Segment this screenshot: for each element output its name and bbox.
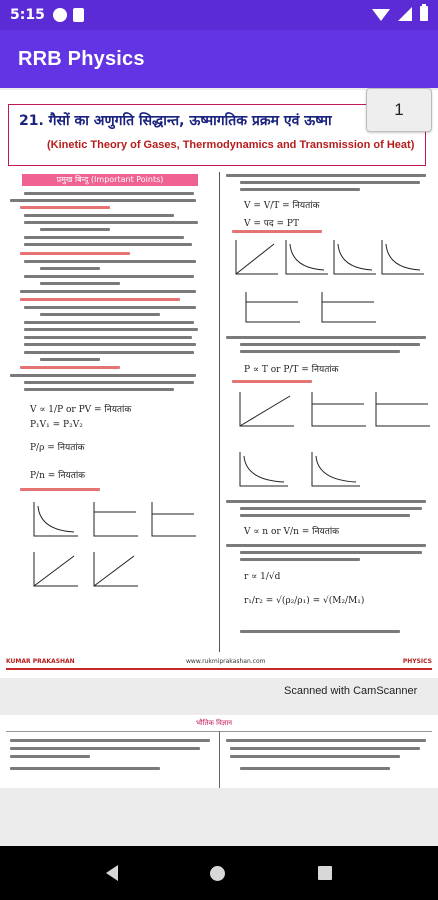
graph-pt-flat (308, 390, 368, 430)
text-line (24, 336, 192, 339)
notification-icon (53, 8, 67, 22)
formula-7: P ∝ T or P/T = नियतांक (244, 365, 339, 375)
graph-v-inv (378, 238, 426, 278)
wifi-icon (372, 9, 390, 21)
formula-9: r ∝ 1/√d (244, 572, 281, 582)
text-line (232, 230, 322, 233)
section-heading-label: प्रमुख बिन्दु (Important Points) (56, 175, 164, 184)
text-line (10, 767, 160, 770)
text-line (40, 267, 100, 270)
graph-pv-inv-p (90, 550, 140, 590)
text-line (240, 181, 420, 184)
text-line (40, 282, 120, 285)
text-line (24, 343, 196, 346)
page2-column-divider (219, 731, 220, 788)
graph-pv-hyperbola (30, 500, 80, 540)
text-line (24, 236, 184, 239)
text-line (10, 199, 196, 202)
graph-p-inv-v (30, 550, 80, 590)
text-line (226, 544, 426, 547)
text-line (24, 275, 194, 278)
text-line (20, 206, 110, 209)
back-icon[interactable] (106, 865, 118, 881)
text-line (24, 214, 174, 217)
text-line (10, 755, 90, 758)
chapter-subtitle: (Kinetic Theory of Gases, Thermodynamics and Transmission of Heat) (47, 139, 415, 151)
text-line (226, 336, 426, 339)
text-line (24, 321, 194, 324)
chapter-header (8, 104, 426, 166)
text-line (24, 260, 196, 263)
text-line (20, 298, 180, 301)
text-line (226, 174, 426, 177)
battery-icon (420, 6, 428, 21)
page2-heading: भौतिक विज्ञान (196, 719, 233, 727)
section-heading (22, 174, 198, 186)
graph-vt-line (232, 238, 280, 278)
system-nav-bar (0, 846, 438, 900)
recents-icon[interactable] (318, 866, 332, 880)
graph-vt-flat (242, 290, 302, 326)
formula-5: V = V/T = नियतांक (244, 201, 320, 211)
text-line (40, 313, 160, 316)
formula-2: P₁V₁ = P₂V₂ (30, 420, 83, 430)
graph-v-1t (282, 238, 330, 278)
text-line (226, 500, 426, 503)
text-line (230, 747, 420, 750)
text-line (20, 290, 196, 293)
text-line (40, 228, 110, 231)
footer-publisher: KUMAR PRAKASHAN (6, 658, 75, 665)
pdf-page-1[interactable] (0, 90, 438, 678)
graph-pv-flat (148, 500, 198, 540)
text-line (10, 374, 196, 377)
app-bar (0, 30, 438, 88)
home-icon[interactable] (210, 866, 225, 881)
status-time: 5:15 (10, 7, 45, 23)
pdf-viewer[interactable] (0, 88, 438, 846)
graph-pv-line (90, 500, 140, 540)
pdf-page-2[interactable] (0, 715, 438, 788)
formula-3: P/ρ = नियतांक (30, 443, 85, 453)
text-line (24, 243, 192, 246)
column-divider (219, 172, 220, 652)
text-line (226, 739, 426, 742)
text-line (240, 551, 422, 554)
text-line (230, 755, 400, 758)
text-line (20, 488, 100, 491)
text-line (20, 366, 120, 369)
page-footer (6, 658, 432, 668)
text-line (20, 252, 130, 255)
text-line (24, 388, 174, 391)
text-line (240, 343, 420, 346)
graph-vt-flat-2 (318, 290, 378, 326)
app-title: RRB Physics (18, 47, 145, 70)
text-line (24, 381, 194, 384)
text-line (24, 351, 194, 354)
graph-pt-line (236, 390, 296, 430)
formula-1: V ∝ 1/P or PV = नियतांक (30, 405, 132, 415)
text-line (232, 380, 312, 383)
graph-pt-curve-2 (308, 450, 362, 490)
formula-8: V ∝ n or V/n = नियतांक (244, 527, 340, 537)
text-line (10, 747, 200, 750)
signal-icon (398, 7, 412, 21)
footer-rule (6, 668, 432, 670)
text-line (240, 558, 360, 561)
text-line (240, 350, 400, 353)
text-line (240, 507, 422, 510)
status-bar (0, 0, 438, 30)
formula-4: P/n = नियतांक (30, 471, 86, 481)
sd-card-icon (73, 8, 84, 22)
formula-6: V = पद = PT (244, 219, 299, 229)
graph-vt-curve (330, 238, 378, 278)
footer-subject: PHYSICS (402, 658, 432, 665)
text-line (240, 767, 390, 770)
text-line (24, 328, 198, 331)
chapter-title: 21. गैसों का अणुगति सिद्धान्त, ऊष्मागतिक प्रक्रम एवं ऊष्मा (19, 113, 332, 129)
scan-label: Scanned with CamScanner (284, 685, 418, 697)
text-line (10, 739, 210, 742)
text-line (24, 306, 196, 309)
text-line (240, 630, 400, 633)
text-line (240, 188, 360, 191)
graph-pt-flat-2 (372, 390, 432, 430)
footer-url: www.rukmiprakashan.com (186, 658, 266, 665)
text-line (24, 221, 198, 224)
text-line (40, 358, 100, 361)
formula-10: r₁/r₂ = √(ρ₂/ρ₁) = √(M₂/M₁) (244, 596, 365, 606)
text-line (24, 192, 194, 195)
text-line (240, 514, 410, 517)
graph-pt-curve (236, 450, 290, 490)
page-number-indicator: 1 (366, 88, 432, 132)
